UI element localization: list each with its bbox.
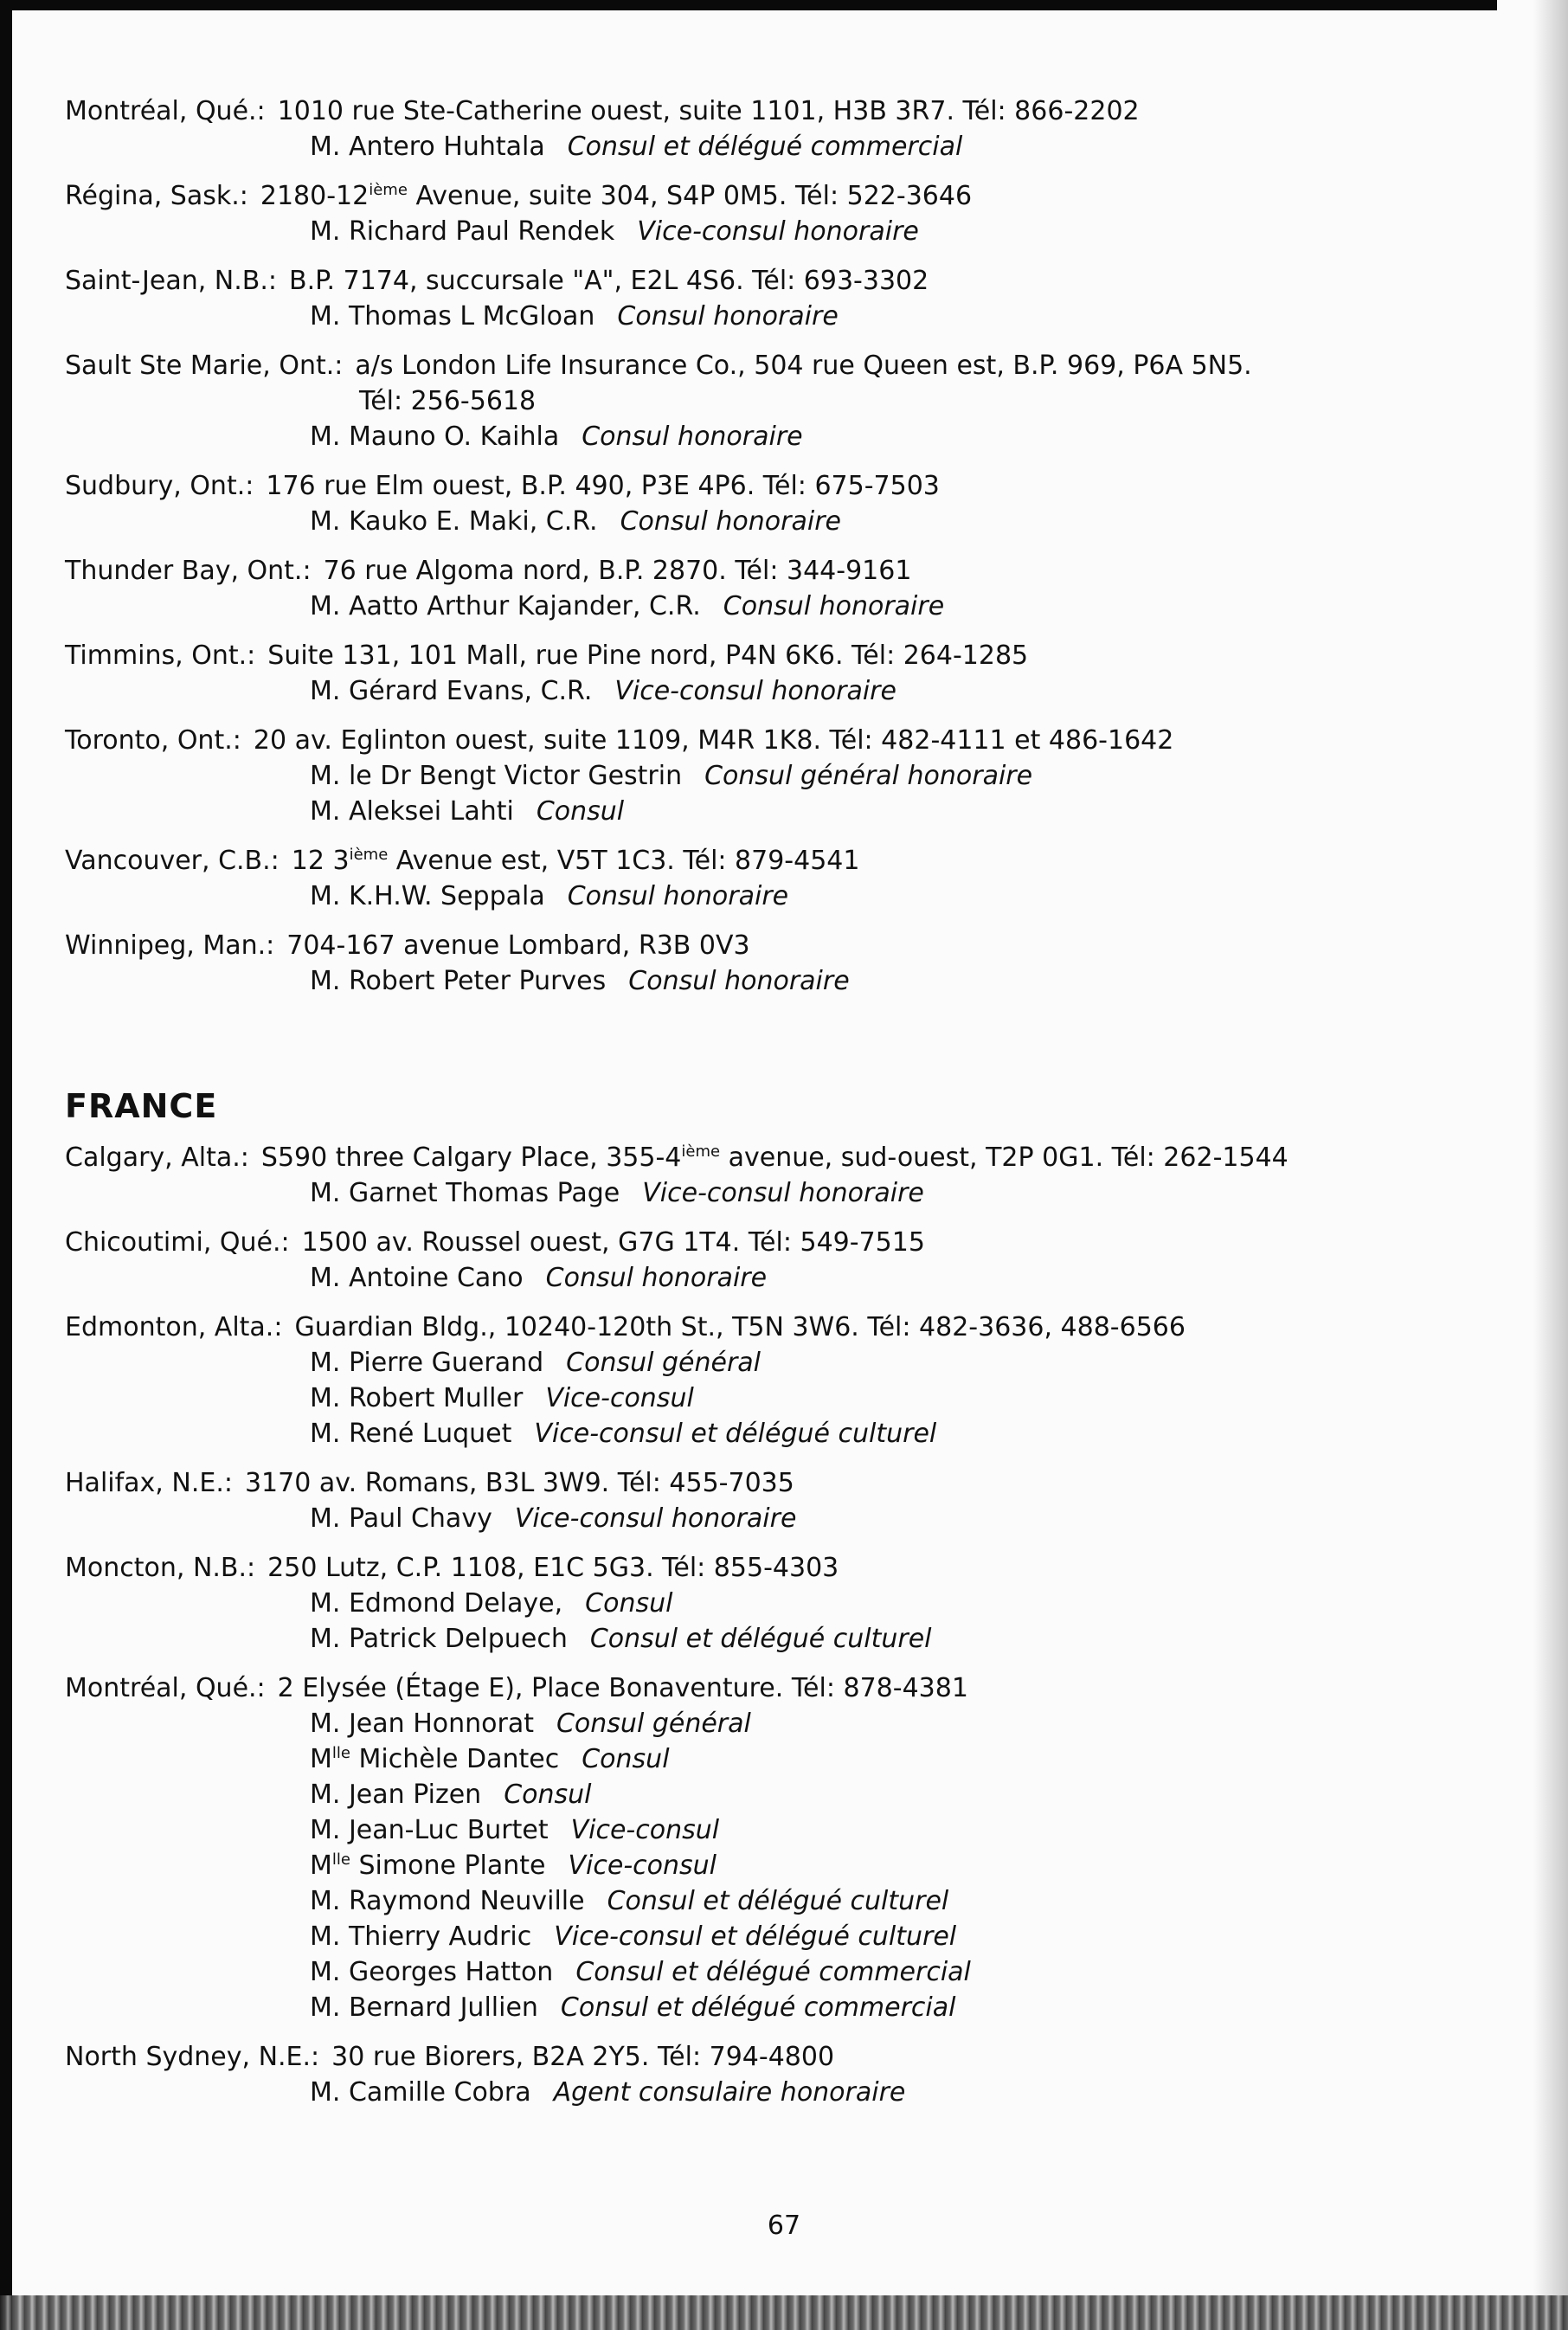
official-role: Consul xyxy=(585,1588,673,1619)
city-label: Moncton, N.B.: xyxy=(65,1553,256,1583)
directory-entry xyxy=(65,178,1501,249)
city-label: Sault Ste Marie, Ont.: xyxy=(65,351,344,381)
official-row xyxy=(65,1954,1501,1990)
official-row xyxy=(65,879,1501,914)
directory-entry xyxy=(65,928,1501,999)
city-label: Montréal, Qué.: xyxy=(65,1673,266,1703)
consulate-directory xyxy=(65,93,1501,2124)
official-role: Vice-consul honoraire xyxy=(642,1178,924,1208)
official-name: $M^{lle}$ Simone Plante xyxy=(310,1850,546,1881)
official-row xyxy=(65,1621,1501,1657)
directory-entry xyxy=(65,1140,1501,1211)
city-label: Edmonton, Alta.: xyxy=(65,1312,283,1342)
location-line xyxy=(65,468,1501,504)
official-row xyxy=(65,1741,1501,1777)
location-line xyxy=(65,1670,1501,1706)
official-role: Consul et délégué culturel xyxy=(589,1624,932,1654)
official-row xyxy=(65,1260,1501,1296)
official-row xyxy=(65,214,1501,249)
scan-top-border xyxy=(0,0,1497,10)
location-line xyxy=(65,1225,1501,1260)
official-role: Consul honoraire xyxy=(617,301,839,331)
scan-left-border xyxy=(0,0,12,2330)
official-role: Agent consulaire honoraire xyxy=(553,2077,906,2108)
official-role: Consul et délégué commercial xyxy=(575,1957,971,1987)
official-row xyxy=(65,2075,1501,2110)
official-role: Consul honoraire xyxy=(545,1263,768,1293)
official-name: M. Georges Hatton xyxy=(310,1957,554,1987)
official-role: Consul honoraire xyxy=(723,591,945,621)
official-role: Consul et délégué culturel xyxy=(607,1886,949,1916)
city-label: North Sydney, N.E.: xyxy=(65,2042,320,2072)
official-name: M. Jean Pizen xyxy=(310,1780,482,1810)
official-row xyxy=(65,129,1501,164)
official-role: Consul et délégué commercial xyxy=(567,132,963,162)
city-label: Sudbury, Ont.: xyxy=(65,471,254,501)
official-role: Vice-consul et délégué culturel xyxy=(534,1419,937,1449)
address-text: 250 Lutz, C.P. 1108, E1C 5G3. Tél: 855-4303 xyxy=(267,1553,839,1583)
city-label: Vancouver, C.B.: xyxy=(65,846,280,876)
official-role: Consul général xyxy=(566,1348,762,1378)
official-row xyxy=(65,758,1501,794)
location-line xyxy=(65,348,1501,383)
address-text: a/s London Life Insurance Co., 504 rue Queen est, B.P. 969, P6A 5N5. xyxy=(355,351,1252,381)
official-name: M. Camille Cobra xyxy=(310,2077,531,2108)
directory-entry xyxy=(65,2039,1501,2110)
official-role: Vice-consul honoraire xyxy=(637,216,919,247)
address-text: 76 rue Algoma nord, B.P. 2870. Tél: 344-9161 xyxy=(323,556,912,586)
official-name: M. Gérard Evans, C.R. xyxy=(310,676,593,706)
official-role: Consul général honoraire xyxy=(704,761,1033,791)
official-row xyxy=(65,1381,1501,1416)
address-text: 1500 av. Roussel ouest, G7G 1T4. Tél: 549-7515 xyxy=(301,1227,925,1258)
address-text: 30 rue Biorers, B2A 2Y5. Tél: 794-4800 xyxy=(331,2042,835,2072)
directory-entry xyxy=(65,348,1501,454)
official-name: M. Mauno O. Kaihla xyxy=(310,422,560,452)
location-line xyxy=(65,843,1501,879)
official-role: Consul xyxy=(536,796,625,827)
location-line xyxy=(65,263,1501,299)
address-text: 2180-12ième Avenue, suite 304, S4P 0M5. Tél: 522-3646 xyxy=(260,181,973,211)
official-row xyxy=(65,1848,1501,1883)
address-text: 12 3ième Avenue est, V5T 1C3. Tél: 879-4541 xyxy=(291,846,860,876)
official-role: Vice-consul xyxy=(570,1815,720,1845)
official-row xyxy=(65,1812,1501,1848)
city-label: Calgary, Alta.: xyxy=(65,1142,249,1173)
official-row xyxy=(65,589,1501,624)
official-name: M. René Luquet xyxy=(310,1419,512,1449)
official-role: Vice-consul et délégué culturel xyxy=(554,1921,957,1952)
official-row xyxy=(65,673,1501,709)
official-role: Vice-consul honoraire xyxy=(514,1503,797,1534)
page-number: 67 xyxy=(767,2211,801,2241)
official-row xyxy=(65,299,1501,334)
city-label: Toronto, Ont.: xyxy=(65,725,241,756)
directory-entry xyxy=(65,1225,1501,1296)
city-label: Winnipeg, Man.: xyxy=(65,930,275,961)
official-role: Vice-consul xyxy=(568,1850,717,1881)
official-row xyxy=(65,504,1501,539)
official-row xyxy=(65,419,1501,454)
directory-entry xyxy=(65,1310,1501,1451)
location-line xyxy=(65,928,1501,963)
city-label: Thunder Bay, Ont.: xyxy=(65,556,312,586)
address-text: Suite 131, 101 Mall, rue Pine nord, P4N 6K6. Tél: 264-1285 xyxy=(267,640,1029,671)
address-text: 3170 av. Romans, B3L 3W9. Tél: 455-7035 xyxy=(244,1468,794,1498)
directory-entry xyxy=(65,1550,1501,1657)
city-label: Saint-Jean, N.B.: xyxy=(65,266,278,296)
address-text: B.P. 7174, succursale "A", E2L 4S6. Tél: 693-3302 xyxy=(289,266,929,296)
official-name: M. Kauko E. Maki, C.R. xyxy=(310,506,598,537)
location-line xyxy=(65,1550,1501,1586)
official-name: $M^{lle}$ Michèle Dantec xyxy=(310,1744,560,1774)
directory-entry xyxy=(65,468,1501,539)
official-row xyxy=(65,1175,1501,1211)
directory-entry xyxy=(65,1670,1501,2025)
official-name: M. Patrick Delpuech xyxy=(310,1624,568,1654)
official-name: M. Raymond Neuville xyxy=(310,1886,585,1916)
location-line xyxy=(65,553,1501,589)
city-label: Montréal, Qué.: xyxy=(65,96,266,126)
official-row xyxy=(65,1345,1501,1381)
address-text: S590 three Calgary Place, 355-4ième avenue, sud-ouest, T2P 0G1. Tél: 262-1544 xyxy=(260,1142,1288,1173)
official-row xyxy=(65,794,1501,829)
directory-entry xyxy=(65,553,1501,624)
official-name: M. Antoine Cano xyxy=(310,1263,524,1293)
official-name: M. Robert Peter Purves xyxy=(310,966,607,996)
scan-right-shadow xyxy=(1533,0,1568,2330)
address-text: 1010 rue Ste-Catherine ouest, suite 1101, H3B 3R7. Tél: 866-2202 xyxy=(277,96,1140,126)
scan-bottom-border xyxy=(0,2295,1568,2330)
official-role: Vice-consul xyxy=(545,1383,694,1413)
official-role: Consul xyxy=(504,1780,592,1810)
address-text: 704-167 avenue Lombard, R3B 0V3 xyxy=(286,930,750,961)
official-role: Consul et délégué commercial xyxy=(560,1992,956,2023)
directory-entry xyxy=(65,1465,1501,1536)
official-name: M. Bernard Jullien xyxy=(310,1992,538,2023)
city-label: Halifax, N.E.: xyxy=(65,1468,233,1498)
official-name: M. Edmond Delaye, xyxy=(310,1588,563,1619)
official-role: Consul honoraire xyxy=(628,966,850,996)
directory-entry xyxy=(65,723,1501,829)
official-name: M. le Dr Bengt Victor Gestrin xyxy=(310,761,683,791)
official-row xyxy=(65,1919,1501,1954)
city-label: Timmins, Ont.: xyxy=(65,640,256,671)
official-row xyxy=(65,963,1501,999)
location-line xyxy=(65,1140,1501,1175)
official-name: M. Garnet Thomas Page xyxy=(310,1178,620,1208)
official-role: Consul honoraire xyxy=(620,506,841,537)
official-row xyxy=(65,1586,1501,1621)
official-name: M. Pierre Guerand xyxy=(310,1348,544,1378)
official-name: M. Thomas L McGloan xyxy=(310,301,595,331)
section-heading: FRANCE xyxy=(65,1087,218,1125)
directory-entry xyxy=(65,843,1501,914)
directory-entry xyxy=(65,263,1501,334)
address-continuation: Tél: 256-5618 xyxy=(359,386,537,416)
official-name: M. Richard Paul Rendek xyxy=(310,216,615,247)
official-name: M. Aatto Arthur Kajander, C.R. xyxy=(310,591,701,621)
official-role: Consul honoraire xyxy=(567,881,789,911)
directory-entry xyxy=(65,93,1501,164)
address-text: Guardian Bldg., 10240-120th St., T5N 3W6. Tél: 482-3636, 488-6566 xyxy=(294,1312,1186,1342)
official-role: Consul xyxy=(582,1744,670,1774)
city-label: Régina, Sask.: xyxy=(65,181,248,211)
official-row xyxy=(65,1706,1501,1741)
official-row xyxy=(65,1883,1501,1919)
location-line xyxy=(65,638,1501,673)
location-line xyxy=(65,1310,1501,1345)
location-line xyxy=(65,93,1501,129)
official-row xyxy=(65,1990,1501,2025)
location-line xyxy=(65,1465,1501,1501)
address-text: 176 rue Elm ouest, B.P. 490, P3E 4P6. Tél: 675-7503 xyxy=(266,471,940,501)
official-name: M. Antero Huhtala xyxy=(310,132,545,162)
official-name: M. Thierry Audric xyxy=(310,1921,532,1952)
address-text: 2 Elysée (Étage E), Place Bonaventure. Tél: 878-4381 xyxy=(277,1673,968,1703)
official-name: M. Jean-Luc Burtet xyxy=(310,1815,549,1845)
official-row xyxy=(65,1501,1501,1536)
official-role: Consul honoraire xyxy=(582,422,803,452)
official-row xyxy=(65,1777,1501,1812)
location-line xyxy=(65,723,1501,758)
official-name: M. Jean Honnorat xyxy=(310,1709,534,1739)
official-name: M. Paul Chavy xyxy=(310,1503,492,1534)
official-row xyxy=(65,1416,1501,1451)
official-name: M. K.H.W. Seppala xyxy=(310,881,545,911)
location-line xyxy=(65,178,1501,214)
directory-entry xyxy=(65,638,1501,709)
city-label: Chicoutimi, Qué.: xyxy=(65,1227,290,1258)
official-name: M. Robert Muller xyxy=(310,1383,524,1413)
official-role: Consul général xyxy=(556,1709,751,1739)
official-role: Vice-consul honoraire xyxy=(614,676,896,706)
address-text: 20 av. Eglinton ouest, suite 1109, M4R 1K8. Tél: 482-4111 et 486-1642 xyxy=(253,725,1174,756)
location-line xyxy=(65,2039,1501,2075)
official-name: M. Aleksei Lahti xyxy=(310,796,514,827)
